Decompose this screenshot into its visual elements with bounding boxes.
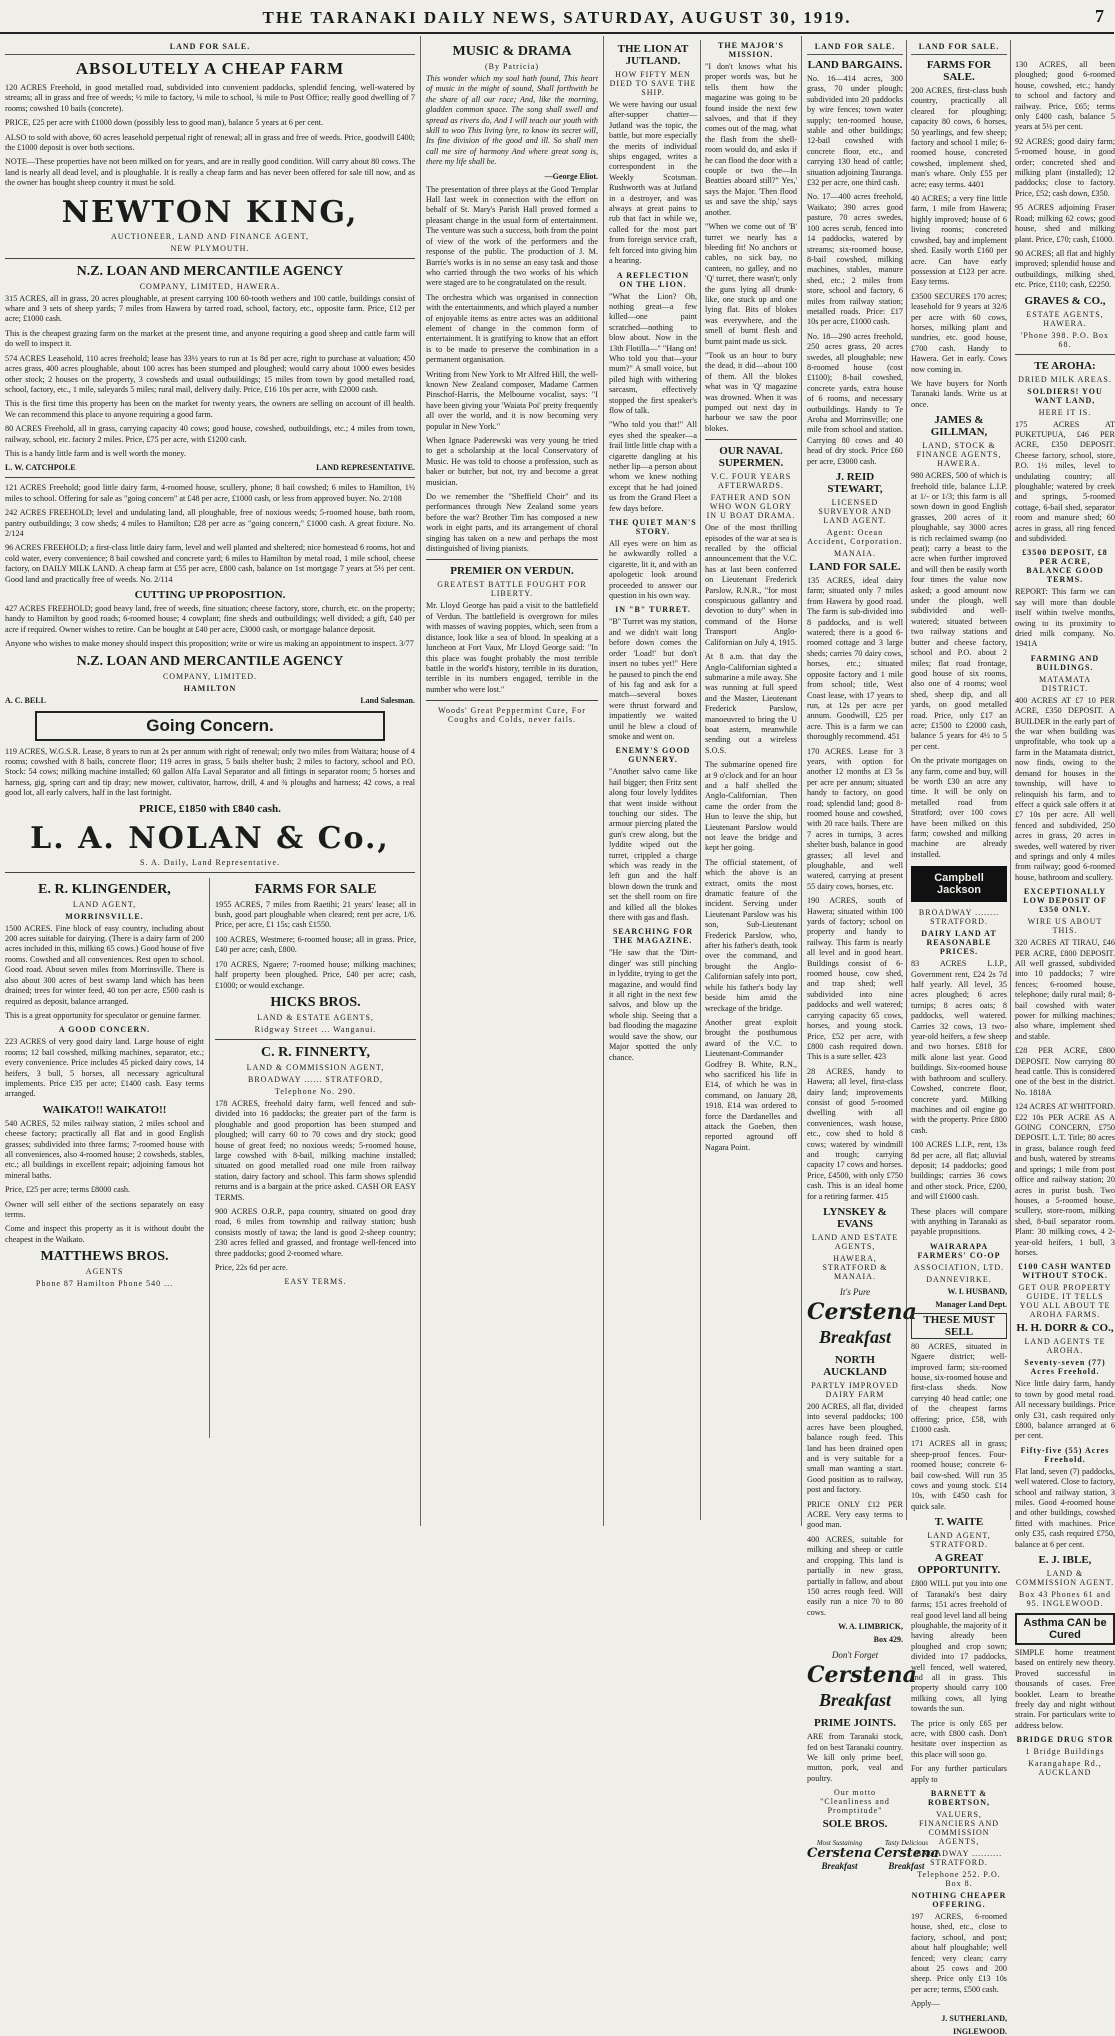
- lion-heading: THE LION AT JUTLAND.: [617, 43, 689, 67]
- aroha-sub: DRIED MILK AREAS.: [1018, 374, 1112, 384]
- dairy-p1: 83 ACRES L.I.P., Government rent, £24 2s 7d half yearly. All level, 35 acres ploughed; 6 acres turnips; 8 acres oats; 8 paddocks, well watered. Carries 32 cows, 13 two-year-old heifers, a few sheep and two horses. £818 for milk alone last year. Good buildings. Six-roomed house with bathroom and scullery. Cowshed, concrete floor, concrete yard. Milking machines and oil engine go with the property. Price £800 cash.: [911, 959, 1007, 1135]
- masthead: [0, 0, 1114, 34]
- bargains-heading: LAND BARGAINS.: [807, 59, 903, 71]
- must-p2: 171 ACRES all in grass; sheep-proof fences. Four-roomed house; concrete 6-bail cow-shed. Will run 35 cows and young stock. £14 10s, with £450 cash for quick sale.: [911, 1439, 1007, 1511]
- ible-sub: LAND & COMMISSION AGENT.: [1015, 1569, 1115, 1588]
- prime-p: ARE from Taranaki stock, fed on best Taranaki country. We kill only prime beef, mutton, pork, veal and poultry.: [807, 1732, 903, 1783]
- must-sign1: T. WAITE: [934, 1516, 984, 1529]
- campbell-name: Campbell Jackson: [911, 866, 1007, 902]
- column-jutland: [604, 36, 802, 1526]
- klingender-p6: Owner will sell either of the sections separately on easy terms.: [5, 1199, 204, 1219]
- lion-article: [609, 40, 701, 1520]
- cheap-farm-p1: 120 ACRES Freehold, in good metalled road, subdivided into convenient paddocks, splendid fencing, well-watered by streams; all in grass and free of weeds; ½ mile to factory, ¼ mile to school, ¾ mile to Post Office; really good dwelling of 7 rooms; cowshed 10 bails (concrete).: [5, 83, 415, 113]
- naval-sub: V.C. FOUR YEARS AFTERWARDS.: [710, 472, 792, 491]
- farms-p4: We have buyers for North Taranaki lands. Write us at once.: [911, 378, 1007, 409]
- cerstena-pre: It's Pure: [839, 1287, 871, 1297]
- auckland-p3: 400 ACRES, suitable for milking and sheep or cattle and cropping. This land is partially in new grass, partially in fallow, and about 150 acres rough feed. Will easily run a nice 70 to 80 cows.: [807, 1534, 903, 1617]
- opportunity-p2: The price is only £65 per acre, with £800 cash. Don't hesitate over inspection as this place will soon go.: [911, 1718, 1007, 1759]
- hicks-place: Ridgway Street ... Wanganui.: [254, 1024, 377, 1034]
- asthma-heading: Asthma CAN be Cured: [1015, 1613, 1115, 1645]
- landsale-p3: 190 ACRES, south of Hawera; situated within 100 yards of factory; school on property and handy to railway. This farm is nearly all level and in good heart. Buildings consist of 6-roomed house, cow shed, and trap shed; well subdivided into nine paddocks and well watered; carrying capacity 65 cows, horses, and young stock. Price, £52 per acre, with £800 cash required down. This is a sure seller. 423: [807, 896, 903, 1062]
- cerstena-pre: Most Sustaining: [816, 1839, 863, 1848]
- nz-loan-p2: This is the cheapest grazing farm on the market at the present time, and anyone requiring a good sheep and cattle farm will do well to inspect it.: [5, 328, 415, 349]
- waikato-heading: WAIKATO!! WAIKATO!!: [42, 1103, 167, 1116]
- finnerty-place: BROADWAY ...... STRATFORD,: [248, 1074, 383, 1084]
- cerstena-ad-3a: [807, 1839, 872, 1871]
- p-last: 197 ACRES, 6-roomed house, shed, etc., close to factory, school, and post; about half ploughable; well fenced; very clean; carry about 25 cows and 200 sheep. Price only £13 10s per acre; terms, £500 cash.: [911, 1912, 1007, 1994]
- mid-p1: 980 ACRES, 500 of which is freehold title, balance L.I.P. at 1/- or 1/3; this farm is all sown down in good English grasses, 200 acres of it ploughable, say 3000 acres is rich reclaimed swamp (no peat); carry a beast to the acre when further improved and will then be easily worth four times the value now asked; a good amount now under the plough, well subdivided and well-watered; situated between two railway stations and butter and cheese factory, school and P.O. about 2 miles; flat road frontage, good house of six rooms, also one of 4 rooms; wool shed, sheep dip, and all yards, on good metalled road. Price, only £17 an acre; £1500 to £2000 cash, balance 5 years for 4½ to 5 per cent.: [911, 471, 1007, 751]
- lion-p5: "B" Turret was my station, and we didn't wait long before down comes the order 'Load!' but don't insert no tubes yet!" Here he paused to pinch the end of his fag and ask for a match—several boxes were thrust forward and impatiently we waited until he blew a cloud of smoke and went on.: [609, 617, 697, 741]
- premier-p: Mr. Lloyd George has paid a visit to the battlefield of Verdun. The battlefield is overgrown for miles with masses of waving poppies, which, seen from a distance, look like a sea of blood. In speaking at a luncheon at Fort Vaux, Mr Lloyd George said: "In this place was fought probably the most terrible battle in the world's history, terrible in its duration, terrible in its numbers engaged, terrible in the number who were lost.": [426, 601, 598, 694]
- lot-90: 90 ACRES; all flat and highly improved; splendid house and outbuildings, milking shed, etc. Price, £110; cash, £2250.: [1015, 248, 1115, 290]
- farms-sale-p3: 170 ACRES, Ngaere; 7-roomed house; milking machines; half property been ploughed. Price, £40 per acre; cash, £1000; or would exchange.: [215, 959, 416, 990]
- auckland-sign1: W. A. LIMBRICK,: [838, 1622, 903, 1632]
- farms-for-sale-ad: [215, 878, 416, 1438]
- col4b: [911, 40, 1011, 2036]
- lion-p7: "He saw that the 'Dirt-dinger' was still pinching in lyddite, trying to get the magazine, and would find it all right in the next few salvos, and blow up the whole ship. Seeing that a bad flooding the magazine would save the show, our Major spotted the only chance.: [609, 948, 697, 1062]
- stewart-agents: Agent: Ocean Accident, Corporation.: [807, 528, 903, 547]
- naval-p4: The official statement, of which the above is an extract, omits the most dramatic feature of the incident. Serving under Lieutenant Parslow was his son, Sub-Lieutenant Frederick Parslow, who, after his father's death, took over the command, and brought the Anglo-Californian safely into port, while his father's body lay beside him amid the wreckage of the bridge.: [705, 857, 797, 1013]
- going-concern-heading: Going Concern.: [35, 711, 385, 741]
- divider: [1015, 354, 1115, 355]
- wairarapa-sign2: Manager Land Dept.: [935, 1299, 1007, 1309]
- lion-reflection: A REFLECTION ON THE LION.: [616, 270, 690, 289]
- klingender-p5: Price, £25 per acre; terms £8000 cash.: [5, 1185, 131, 1195]
- listing-242: 242 ACRES FREEHOLD; level and undulating land, all ploughable, free of noxious weeds; 5-roomed house, bath room, pantry outbuildings; 3 cow sheds; 4 miles to Hamilton; £28 per acre as "going concern," £1000 cash. A great fixture. No. 2/124: [5, 508, 415, 538]
- hicks-name: HICKS BROS.: [270, 994, 361, 1010]
- cerstena-post: Breakfast: [819, 1327, 891, 1347]
- major-p3: "Took us an hour to bury the dead, it did—about 100 of them. All the blokes what was in 'Q' magazine was drowned. When it was pumped out next day in harbour we saw the poor blokes.: [705, 350, 797, 433]
- graves-name: GRAVES & CO.,: [1024, 294, 1106, 307]
- bargains-p3: No. 18—290 acres freehold, 250 acres grass, 20 acres swedes, all ploughable; new 8-roomed house (cost £1100); 8-bail cowshed, concrete yards, extra house of 6 rooms, and necessary outbuildings. Handy to Te Aroha and Morrinsville; one mile from school and station. Carrying 80 cows and 40 head of dry stock. Price £60 per acre, £3000 cash.: [807, 331, 903, 466]
- opportunity-sign3: BROADWAY .......... STRATFORD.: [915, 1849, 1003, 1867]
- klingender-p3: 223 ACRES of very good dairy land. Large house of eight rooms; 12 bail cowshed, milking machines, separator, etc.; every convenience. Price includes 45 picked dairy cows, 14 heifers, 3 bull, 5 horses, all necessary agricultural implements. Price £35 per acre; £1400 cash. Easy terms arranged.: [5, 1037, 204, 1099]
- lion-enemy: ENEMY'S GOOD GUNNERY.: [615, 746, 691, 765]
- finnerty-terms: EASY TERMS.: [284, 1277, 347, 1287]
- cerstena-logo: Cerstena: [873, 1846, 939, 1862]
- aroha-p5: £28 PER ACRE, £800 DEPOSIT. Now carrying 80 head cattle. This is considered one of the best in the district. No. 1818A: [1015, 1046, 1115, 1097]
- klingender-ad: [5, 878, 210, 1438]
- klingender-p2: This is a great opportunity for speculator or genuine farmer.: [5, 1010, 201, 1020]
- poem-by: (By Patricia): [484, 62, 540, 71]
- cheap-farm-p3: ALSO to sold with above, 60 acres leasehold perpetual right of renewal; all in grass and free of weeds. Price, goodwill £400; the £1000 deposit is over both sections.: [5, 132, 415, 153]
- lion-magazine: SEARCHING FOR THE MAGAZINE.: [612, 927, 694, 946]
- asthma-drug-place: Karangahape Rd., AUCKLAND: [1028, 1759, 1102, 1778]
- bargains-p1: No. 16—414 acres, 300 grass, 70 under plough; subdivided into 20 paddocks by wire fences; town water supply; ten-roomed house, stable and other buildings; 12-bail cowshed with concrete floor, etc., and carrying 130 head of cattle; situation adjoining Tauranga. £32 per acre, one third cash.: [807, 74, 903, 188]
- farms-p1: 200 ACRES, first-class bush country, practically all cleared for ploughing; capacity 80 cows, 6 horses, 50 yearlings, and few sheep; factory and school 1 mile; 6-roomed house, concreted cowshed, implement shed, man's whare. Only £55 per acre; easy terms. 4401: [911, 86, 1007, 189]
- stewart-sub: LICENSED SURVEYOR AND LAND AGENT.: [818, 498, 892, 526]
- lot-95: 95 ACRES adjoining Fraser Road; milking 62 cows; good house, shed and milking plant. Price, £70; cash, £1000.: [1015, 203, 1115, 244]
- aroha-p2: REPORT: This farm we can say will more than double itself within twelve months, owing to its proximity to dried milk company. No. 1941A: [1015, 587, 1115, 649]
- cerstena-pre: Tasty Delicious: [884, 1839, 928, 1848]
- nz-loan-heading: N.Z. LOAN AND MERCANTILE AGENCY: [76, 263, 344, 279]
- fifty-heading: Fifty-five (55) Acres Freehold.: [1020, 1445, 1110, 1464]
- major-p1: "I don't knows what his proper words was, but he tells them how the magazine was going to be found inside the next few salvoes, and that if they comes out of the mag. what the flash from the shell-room would do, and asks if he can flood the door with a couple or two the—In Beatties aboard still?" Yes,' says the Major. 'Then flood us and save the ship,' says another.: [705, 62, 797, 217]
- music-p2: The orchestra which was organised in connection with the entertainments, and which played a number of enjoyable items as entre actes was an additional element of change in the common form of entertainment. It is gratifying to know that an effort is to be made to preserve the combination in a permanent organisation.: [426, 292, 598, 365]
- aroha-farming-sub: MATAMATA DISTRICT.: [1038, 674, 1092, 693]
- klingender-place: MORRINSVILLE.: [65, 911, 144, 921]
- lion-p4: All eyes were on him as he awkwardly rolled a cigarette, lit it, and with an apologetic look around proceeded to answer our question in his own way.: [609, 539, 697, 601]
- section-label: LAND FOR SALE.: [807, 42, 903, 55]
- newton-king-place: NEW PLYMOUTH.: [170, 243, 250, 253]
- aroha-p4: 320 ACRES AT TIRAU, £46 PER ACRE, £800 DEPOSIT. All well grassed, subdivided into 10 paddocks; 7 wire fences; 6-roomed house, telephone; daily rural mail; 8-bail cowshed with water power for milking machines; also whare, implement shed and stable.: [1015, 938, 1115, 1041]
- lion-p2: "What the Lion? Oh, nothing great—a few killed—one paint scratched—nothing to blow about. Now in the 13th Flotilla—" "Hang on! Who told you that—your mum?" A small voice, but piled high with withering sarcasm, effectively stopped the first speaker's flow of talk.: [609, 291, 697, 415]
- finnerty-p1: 178 ACRES, freehold dairy farm, well fenced and sub-divided into 16 paddocks; the greater part of the farm is ploughable and good proportion has been stumped and ploughed; will carry 60 to 70 cows and dry stock; good house of great feed; no noxious weeds; 5-roomed house, large cowshed with 8-bail, milking machine installed; situated on good metalled road one mile from railway station, dairy factory and school. This farm shows splendid returns and is a bargain at the price asked. CASH OR EASY TERMS.: [215, 1098, 416, 1202]
- graves-phone: 'Phone 398. P.O. Box 68.: [1020, 330, 1110, 349]
- aroha-exceptional: EXCEPTIONALLY LOW DEPOSIT OF £350 ONLY.: [1023, 887, 1107, 915]
- aroha-call: SOLDIERS! YOU WANT LAND,: [1027, 386, 1103, 405]
- nz-loan-p4: This is the first time this property has been on the market for twenty years, the owners are selling on account of ill health. We can recommend this place to anyone requiring a good farm.: [5, 399, 415, 419]
- farms-sale-p2: 100 ACRES, Westmere; 6-roomed house; all in grass. Price, £40 per acre; cash, £800.: [215, 934, 416, 955]
- nothing-cheaper: NOTHING CHEAPER OFFERING.: [911, 1891, 1007, 1909]
- auckland-p1: 200 ACRES, all flat, divided into several paddocks; 100 acres have been ploughed, balance rough feed. This land has been drained open and is very suitable for a small man wanting a start. Good position as to railway, post and factory.: [807, 1402, 903, 1495]
- divider: [5, 872, 415, 873]
- music-p1: The presentation of three plays at the Good Templar Hall last week in connection with the effort on behalf of St. Mary's Parish Hall proved formed a pleasant change in the usual form of entertainment. The venture was such a success, both from the point of view of the work of the performers and the response of the public. The production of J. M. Barrie's works is in no sense an easy task and those who carried through the two works of his which were staged are to be congratulated on the result.: [426, 184, 598, 288]
- music-drama-heading: MUSIC & DRAMA: [452, 44, 572, 59]
- cerstena-pre: Don't Forget: [831, 1650, 879, 1661]
- naval-p2: At 8 a.m. that day the Anglo-Californian sighted a submarine a mile away. She was running at full speed and the Master, Lieutenant Frederick Parslow, manoeuvred to bring the U boat astern, meanwhile sending out a wireless S.O.S.: [705, 652, 797, 755]
- hamilton-sign-left: A. C. BELL: [5, 695, 46, 705]
- prime-motto: Our motto "Cleanliness and Promptitude": [820, 1788, 890, 1816]
- naval-p3: The submarine opened fire at 9 o'clock and for an hour and a half shelled the Anglo-Californian. Then came the order from the Hun to leave the ship, but Lieutenant Parslow would not leave the bridge and kept her going.: [705, 760, 797, 853]
- column-music-drama: [421, 36, 604, 1526]
- sole-bros: SOLE BROS.: [822, 1818, 888, 1831]
- nz-loan-hamilton-sub: COMPANY, LIMITED.: [162, 671, 258, 681]
- must-sign2: LAND AGENT, STRATFORD.: [927, 1531, 991, 1550]
- newton-king-name: NEWTON KING,: [61, 194, 359, 230]
- cerstena-post: Breakfast: [819, 1690, 891, 1711]
- column-land-sale-left: [0, 36, 421, 1526]
- asthma-p: SIMPLE home treatment based on entirely new theory. Proved successful in thousands of cases. Free booklet. Learn to breathe freely day and night without strain. For particulars write to address below.: [1015, 1648, 1115, 1730]
- fifty-p: Flat land, seven (7) paddocks, well watered. Close to factory, school and railway station, 3 miles. Good 4-roomed house and other buildings, cowshed fitted with machines. Price only £35, cash required £750, balance at 6 per cent.: [1015, 1466, 1115, 1549]
- wairarapa-place: DANNEVIRKE.: [926, 1274, 992, 1284]
- nz-loan-sign-right: LAND REPRESENTATIVE.: [316, 463, 415, 473]
- lion-p6: "Another salvo came like hail bigger; then Fritz sent along four lovely lyddites that went inside without touching our sides. The armour piercing plated the gun's crew along, but the lyddite wiped out the turret, crippled a charge which was ready in the left gun and the half blown down the trunk and set the shell room on fire and killed all the blokes there with gas and flash.: [609, 767, 697, 923]
- klingender-p7: Come and inspect this property as it is without doubt the cheapest in the Waikato.: [5, 1224, 204, 1244]
- divider: [215, 1039, 416, 1040]
- auckland-p2: PRICE ONLY £12 PER ACRE. Very easy terms to good man.: [807, 1499, 903, 1530]
- nz-loan-sub: COMPANY, LIMITED, HAWERA.: [139, 281, 281, 291]
- dorr-name: H. H. DORR & CO.,: [1016, 1322, 1114, 1335]
- major-p2: "When we come out of 'B' turret we nearly has a bleeding fit! No anchors or cables, no sick bay, no canteen, no galley, and no 'Q' turret, there wasn't; only the guns lying all drunk-like, one stuck up and one lying flat. Bits of blokes was everywhere, and the smell of burnt flesh and burnt paint made us sick.: [705, 222, 797, 346]
- landsale-heading: LAND FOR SALE.: [809, 561, 901, 574]
- aroha-wire: WIRE US ABOUT THIS.: [1027, 917, 1103, 936]
- finnerty-name: C. R. FINNERTY,: [260, 1044, 371, 1060]
- aroha-sub2: £100 CASH WANTED WITHOUT STOCK.: [1018, 1262, 1112, 1281]
- ible-name: E. J. IBLE,: [1038, 1554, 1092, 1567]
- wairarapa-name: WAIRARAPA FARMERS' CO-OP: [917, 1241, 1001, 1260]
- matthews-phone: Phone 87 Hamilton Phone 540 ...: [35, 1279, 174, 1289]
- seventy-heading: Seventy-seven (77) Acres Freehold.: [1024, 1358, 1106, 1377]
- poem-text: This wonder which my soul hath found, This heart of music in the might of sound, Shall forthwith be the share of all our race; And, like the morning, gladden common space. The song shall swell and spread as rivers do, And I will teach our youth with skill to woo This living lyre, to know its secret will, Its fine division of the good and ill. So shall men call me sire of harmony And where great song is, there my life shall be.: [426, 74, 598, 167]
- aroha-p6: 124 ACRES AT WHITFORD. £22 10s PER ACRE AS A GOING CONCERN, £750 DEPOSIT. L.T. Title; 80 acres in grass, balance rough feed and bush, watered by streams and springs; 1 mile from post office and railway station; 20 acres in purist bush. Two houses, a 5-roomed house, scullery, store-room, milking shed, 8-bail separator room. Plant: 30 milking cows, 4 2-year-old heifers, 1 bull, 3 horses.: [1015, 1102, 1115, 1257]
- cutting-p: 427 ACRES FREEHOLD; good heavy land, free of weeds, fine situation; cheese factory, store, church, etc. on the property; handy to Hamilton by good roads; 6-roomed house; 4 cowplant; fine sheds and outbuildings; well divided; a gift, £40 per acre if required. Owner wishes to retire. Can be bought at £40 per acre, £3000 cash, or mortgage balance deposit.: [5, 604, 415, 634]
- hicks-sub: LAND & ESTATE AGENTS,: [257, 1012, 374, 1022]
- klingender-sub: LAND AGENT,: [72, 899, 137, 909]
- column-land-sale-right: [802, 36, 1115, 2036]
- lion-sub: HOW FIFTY MEN DIED TO SAVE THE SHIP.: [609, 70, 697, 97]
- lot-130: 130 ACRES, all been ploughed; good 6-roomed house, cowshed, etc.; handy to school and factory and railway. Price, £65; terms only £400 cash, balance 5 years at 5½ per cent.: [1015, 60, 1115, 132]
- divider: [426, 559, 598, 560]
- section-label: LAND FOR SALE.: [911, 42, 1007, 55]
- wairarapa-sign1: W. I. HUSBAND,: [947, 1286, 1007, 1296]
- finnerty-phone: Telephone No. 290.: [275, 1086, 356, 1096]
- nz-loan-p1: 315 ACRES, all in grass, 20 acres ploughable, at present carrying 100 60-tooth wethers and 100 cattle, buildings consist of whare and 3 sets of sheep yards; 7 miles from Hawera by tarred road, school, factory, etc., opposite farm. Price, £12 per acre; £1000 cash.: [5, 293, 415, 324]
- lynskey-place: HAWERA, STRATFORD & MANAIA.: [822, 1254, 888, 1281]
- klingender-p4: 540 ACRES, 52 miles railway station, 2 miles school and cheese factory; practically all flat and in good English grasses; subdivided into three farms; 7-roomed house with all conveniences, also 4-roomed house; 2 cowsheds, stables, etc.; all buildings in excellent repair; adjoining famous hot mineral baths.: [5, 1118, 204, 1180]
- music-p5: Do we remember the "Sheffield Choir" and its performances through New Zealand some years before the war? Brother Tim has composed a new work in eight parts, and its arrangement of choral singing has taken on a new and perhaps the most distinguished of living pianists.: [426, 492, 598, 554]
- listing-96: 96 ACRES FREEHOLD; a first-class little dairy farm, level and well planted and sheltered; nice homestead 6 rooms, hot and cold water, every convenience; 8 bail cowshed and concrete yard; 6 miles to Hamilton by metal road, 1 mile school, cheese factory, on DAILY MILK LAND. A cheap farm at £55 per acre, £800 cash, balance on 1st mortgage 7 years at 5½ per cent. Good land and practically free of weeds. No. 2/114: [5, 543, 415, 584]
- hamilton-sign-right: Land Salesman.: [360, 695, 415, 705]
- stewart-place: MANAIA.: [834, 549, 876, 559]
- divider: [5, 258, 415, 259]
- dairy-p2: 100 ACRES L.I.P., rent, 13s 8d per acre, all flat; alluvial deposit; 14 paddocks; good buildings; carries 36 cows and other stock. Price, £200, and will £1600 cash.: [911, 1140, 1007, 1202]
- ible-place: Box 43 Phones 61 and 95. INGLEWOOD.: [1019, 1590, 1111, 1609]
- campbell-place: BROADWAY ........ STRATFORD.: [918, 908, 1000, 927]
- klingender-sub2: A GOOD CONCERN.: [58, 1025, 151, 1035]
- lynskey-sub: LAND AND ESTATE AGENTS,: [811, 1233, 899, 1251]
- cutting-p2: Anyone who wishes to make money should inspect this proposition; write or wire us making an appointment to inspect. 3/77: [5, 639, 414, 649]
- nz-loan-hamilton-heading: N.Z. LOAN AND MERCANTILE AGENCY: [76, 653, 344, 669]
- auckland-heading: NORTH AUCKLAND: [823, 1354, 887, 1378]
- farms-heading: FARMS FOR SALE.: [926, 59, 992, 83]
- auckland-sub: PARTLY IMPROVED DAIRY FARM: [811, 1381, 899, 1399]
- col4a: [807, 40, 939, 1872]
- major-heading: THE MAJOR'S MISSION.: [718, 41, 784, 59]
- going-concern-p: 119 ACRES, W.G.S.R. Lease, 8 years to run at 2s per annum with right of renewal; only two miles from Waitara; house of 4 rooms; cowshed with 8 bails, concrete floor; 119 acres in grass, 5 bails shelter bush; 2 miles to factory, school and P.O. Stock: 54 cows; milking machine installed; 60 gallon Alfa Laval Separator and all fittings in separator room; 5 horses and harness, gig, spring cart and tip dray; new mower, cultivator, harrow, drill, 4 and ¾ ploughs and harness; 42 cows, a real good lot, all early calvers, half in the last fortnight.: [5, 746, 415, 798]
- woods-ad: Woods' Great Peppermint Cure, For Coughs and Colds, never fails.: [438, 706, 586, 725]
- farms-p3: £3500 SECURES 170 acres; leasehold for 9 years at 32/6 per acre with 60 cows, horses, milking plant and sundries, etc. good house, £700 cash. Handy to Hawera. Get in early. Cows now coming in.: [911, 291, 1007, 374]
- naval-p1: One of the most thrilling episodes of the war at sea is recalled by the official announcement that the V.C. has at last been conferred on Lieutenant Frederick Parslow, R.N.R., "for most conspicuous gallantry and devotion to duty" when in command of the Horse Transport Anglo-Californian on July 4, 1915.: [705, 523, 797, 647]
- landsale-p4: 28 ACRES, handy to Hawera; all level, first-class dairy land; improvements consist of good 5-roomed dwelling with all conveniences, wash house, etc., cow shed to hold 8 cows; watered by windmill and trough; carrying capacity 17 cows and horses. Price, £4500, with only £750 cash. This is an ideal home for a retiring farmer. 415: [807, 1066, 903, 1201]
- aroha-deposit: £3500 DEPOSIT, £8 PER ACRE, BALANCE GOOD TERMS.: [1022, 548, 1108, 585]
- opportunity-p1: £800 WILL put you into one of Taranaki's best dairy farms; 151 acres freehold of real good level land all being ploughable, the majority of it having already been ploughed and crop sown; divided into 17 paddocks, well fenced, well watered, and all in grass. This property should carry 100 milking cows, all lying towards the sun.: [911, 1579, 1007, 1714]
- cerstena-logo: Cerstena: [807, 1662, 917, 1689]
- farms-sale-p1: 1955 ACRES, 7 miles from Raetihi; 21 years' lease; all in bush, good part ploughable when cleared; rent per acre, 1/6. Price, per acre, £1 15s; cash £1550.: [215, 899, 416, 930]
- opportunity-sign4: Telephone 252. P.O. Box 8.: [917, 1870, 1001, 1888]
- newton-king-sub: AUCTIONEER, LAND AND FINANCE AGENT,: [111, 231, 309, 241]
- cerstena-logo: Cerstena: [807, 1299, 917, 1325]
- must-heading: THESE MUST SELL: [911, 1313, 1007, 1339]
- nz-loan-p6: This is a handy little farm and is well worth the money.: [5, 448, 186, 458]
- finnerty-p2: 900 ACRES O.R.P., papa country, situated on good dray road, 6 miles from township and railway station; bush consists mostly of tawa; the land is good 2-sheep country; 230 acres felled and grassed, and frontage well-fenced into three paddocks; good 2-roomed whare.: [215, 1206, 416, 1258]
- cerstena-logo: Cerstena: [807, 1846, 872, 1862]
- sutherland-place: INGLEWOOD.: [952, 2026, 1007, 2036]
- landsale-p1: 135 ACRES, ideal dairy farm; situated only 7 miles from Hawera by good road. The farm is sub-divided into 8 paddocks, and is well watered; there is a good 6-roomed cottage and 3 large sheds; carries 70 dairy cows, horses, etc.; situated opposite factory and 1 mile from school; title, West Coast lease, with 17 years to run, at 12s per acre per annum. Goodwill, £25 per acre. This is a farm we can thoroughly recommend. 451: [807, 576, 903, 742]
- sutherland-name: J. SUTHERLAND,: [941, 2013, 1007, 2023]
- aroha-farming: FARMING AND BUILDINGS.: [1030, 653, 1100, 672]
- music-p4: When Ignace Paderewski was very young he tried to get a scholarship at the local Conservatory of Music. He was told to choose a profession, such as baker or butcher, but not, try and become a great musician.: [426, 436, 598, 487]
- nolan-sub: S. A. Daily, Land Representative.: [139, 857, 280, 867]
- dorr-sub: LAND AGENTS TE AROHA.: [1024, 1337, 1106, 1356]
- nz-loan-hamilton-place: HAMILTON: [183, 683, 237, 693]
- divider: [5, 477, 415, 478]
- aroha-here: HERE IT IS.: [1038, 407, 1092, 417]
- lynskey-name: LYNSKEY & EVANS: [823, 1206, 887, 1230]
- opportunity-sign1: BARNETT & ROBERTSON,: [928, 1789, 990, 1807]
- nz-loan-p5: 80 ACRES Freehold, all in grass, carrying capacity 40 cows; good house, cowshed, outbuildings, etc.; 4 miles from town, railway, school, etc. factory 2 miles. Price, £75 per acre, with £1200 cash.: [5, 424, 415, 444]
- must-p1: 80 ACRES, situated in Ngaere district; well-improved farm; six-roomed house, six-roomed house and first-class sheds. Now carrying 40 head cattle; one of the cheapest farms offering; price, £58, with £1000 cash.: [911, 1341, 1007, 1435]
- lion-p1: We were having our usual after-supper chatter—Jutland was the topic, the battle, but more especially the merits of individual ships engaged, writes a correspondent in the Weekly Scotsman. Rushworth was at Jutland in a destroyer, and was always at great pains to rub that fact in while we, called for the most part from foreign service craft, felt forced into giving him a hearing.: [609, 100, 697, 266]
- matthews-sub: AGENTS: [85, 1267, 124, 1277]
- klingender-p1: 1500 ACRES. Fine block of easy country, including about 200 acres suitable for dairying. (There is a dairy farm of 200 acres included in this, milking 65 cows.) Good house of five rooms. Cowshed and all conveniences. Rest open to school. Good road. About seven miles from Morrinsville. There is also about 300 acres of best swamp land which has been drained; trees for winter feed, 40 ton per acre, £500 cash is required as deposit, balance arranged.: [5, 923, 204, 1006]
- opportunity-heading: A GREAT OPPORTUNITY.: [917, 1552, 1001, 1577]
- mid-p2: On the private mortgages on any farm, come and buy, will be worth £30 an acre any time. It will be only on metalled road from Stratford; over 100 cows have been milked on this farm; cowshed and milking machine are already installed.: [911, 756, 1007, 859]
- auckland-sign2: Box 429.: [873, 1635, 903, 1645]
- seventy-p: Nice little dairy farm, handy to town by good metal road. All necessary buildings. Price only £31, cash required only £800, balance arranged at 6 per cent.: [1015, 1379, 1115, 1441]
- asthma-drug: BRIDGE DRUG STOR: [1016, 1735, 1114, 1745]
- naval-p5: Another great exploit brought the posthumous award of the V.C. to Lieutenant-Commander Godfrey B. White, R.N., who sacrificed his life in E14, of which he was in command, on January 28, 1918. E14 was ordered to force the Dardanelles and attack the Goeben, then reported aground off Nagara Point.: [705, 1017, 797, 1152]
- cerstena-ad-2: [807, 1650, 917, 1711]
- matthews-name: MATTHEWS BROS.: [40, 1249, 169, 1265]
- aroha-heading: TE AROHA:: [1034, 359, 1096, 372]
- cheap-farm-heading: ABSOLUTELY A CHEAP FARM: [75, 59, 345, 78]
- apply: Apply—: [911, 1999, 940, 2009]
- divider: [705, 439, 797, 440]
- major-article: [705, 40, 797, 1520]
- opportunity-p3: For any further particulars apply to: [911, 1764, 1007, 1784]
- music-p3: Writing from New York to Mr Alfred Hill, the well-known New Zealand composer, Madame Carmen Pinschof-Harris, the Melbourne vocalist, says: "I have been giving your 'Waiata Poi' pretty frequently all over the world, and it is now becoming very popular in New York.": [426, 369, 598, 431]
- cheap-farm-p2: PRICE, £25 per acre with £1000 down (possibly less to good man), balance 5 years at 6 per cent.: [5, 118, 324, 128]
- listing-121: 121 ACRES Freehold; good little dairy farm, 4-roomed house, scullery, phone; 8 bail cowshed; 6 miles to Hamilton, 1½ miles to school. Offering for sale as "going concern" at £48 per acre, £1000 cash, or less from approved buyer. No. 2/108: [5, 483, 415, 503]
- section-label: LAND FOR SALE.: [5, 42, 415, 55]
- finnerty-p3: Price, 22s 6d per acre.: [215, 1263, 288, 1272]
- bargains-p2: No. 17—400 acres freehold, Waikato; 390 acres good pasture, 70 acres swedes, 100 acres scrub, fenced into 14 paddocks, watered by streams; six-roomed house, 8-bail cowshed, milking machines, stables, manure shed, etc.; 2 miles from store, school and factory, 6 miles from railway station; metalled roads. Price: £17 10s per acre, £1000 cash.: [807, 192, 903, 327]
- lion-p3: "Who told you that!" All eyes shed the speaker—a frail little little chap with a cigarette dangling at his nether lip—a person about whom we knew nothing except that he had joined us from the Grand Fleet a few days before.: [609, 420, 697, 513]
- aroha-sub3: GET OUR PROPERTY GUIDE. IT TELLS YOU ALL ABOUT TE AROHA FARMS.: [1018, 1283, 1112, 1320]
- naval-sub2: FATHER AND SON WHO WON GLORY IN U BOAT DRAMA.: [706, 493, 796, 521]
- going-concern-price: PRICE, £1850 with £840 cash.: [139, 802, 281, 815]
- james-name: JAMES & GILLMAN,: [930, 414, 988, 439]
- poem-sign: —George Eliot.: [544, 171, 598, 181]
- cerstena-post: Breakfast: [821, 1861, 858, 1872]
- landsale-p2: 170 ACRES. Lease for 3 years, with option for another 12 months at £3 5s per acre per annum; situated handy to factory, on good road; splendid land; good 8-roomed house and cowshed, with 20 race bails. There are 7 acres in turnips, 3 acres shelter bush, balance in good grasses; all level and ploughable, and well watered, carrying at present 55 dairy cows, horses, etc.: [807, 746, 903, 891]
- dairy-heading: DAIRY LAND AT REASONABLE PRICES.: [921, 929, 997, 957]
- lion-quiet: THE QUIET MAN'S STORY.: [609, 518, 697, 537]
- asthma-drug-sub: 1 Bridge Buildings: [1025, 1747, 1105, 1757]
- prime-heading: PRIME JOINTS.: [814, 1717, 896, 1730]
- klingender-name: E. R. KLINGENDER,: [38, 881, 171, 897]
- james-sub: LAND, STOCK & FINANCE AGENTS, HAWERA.: [916, 441, 1002, 469]
- wairarapa-sub: ASSOCIATION, LTD.: [913, 1262, 1005, 1272]
- aroha-p3: 400 ACRES AT £7 10 PER ACRE, £350 DEPOSIT. A BUILDER in the early part of the war when building was unprofitable, who took up a farm in the Matamata district, now finds, owing to the demand for houses in the township, will have to relinquish his farm, and to effect a quick sale offers it at £7 10s per acre. All well fenced and subdivided, 250 acres in grass, 20 acres in swedes, well watered by river and springs and only 4 miles from railway; good 6-roomed house, bathroom and scullery.: [1015, 695, 1115, 882]
- graves-sub: ESTATE AGENTS, HAWERA.: [1026, 309, 1104, 328]
- cheap-farm-p4: NOTE—These properties have not been milked on for years, and are in really good condition. Will carry about 80 cows. The land is nearly all dead level, and is ploughable. It is really a cheap farm and has never been offered for sale till now, and as the owner has bought sheep country it must be sold.: [5, 157, 415, 188]
- cutting-heading: CUTTING UP PROPOSITION.: [134, 589, 286, 601]
- newspaper-title: THE TARANAKI DAILY NEWS, SATURDAY, AUGUST 30, 1919.: [262, 8, 852, 27]
- premier-sub: GREATEST BATTLE FOUGHT FOR LIBERTY.: [437, 580, 587, 599]
- col4c: [1015, 40, 1115, 1778]
- opportunity-sign2: VALUERS, FINANCIERS AND COMMISSION AGENTS,: [918, 1810, 999, 1846]
- stewart-name: J. REID STEWART,: [827, 471, 883, 496]
- nz-loan-p3: 574 ACRES Leasehold, 110 acres freehold; lease has 33½ years to run at 1s 8d per acre, right to purchase at valuation; 450 acres grass, 400 acres ploughable, about 100 acres has been stumped and ploughed; would carry about 1000 ewes besides other stock; 2 houses on the property, 3 cowsheds and usual outbuildings; 15 miles from town by good metalled road, school, factory, etc., 1 mile, saleyards 5 miles; rural mail, delivery daily. Price, £16 10s per acre, with £2000 cash.: [5, 353, 415, 394]
- nolan-name: L. A. NOLAN & Co.,: [30, 820, 390, 856]
- page-number: 7: [1095, 6, 1104, 26]
- dairy-p3: These places will compare with anything in Taranaki as payable propositions.: [911, 1206, 1007, 1237]
- divider: [426, 700, 598, 701]
- farms-sale-heading: FARMS FOR SALE: [254, 881, 377, 897]
- finnerty-sub: LAND & COMMISSION AGENT,: [246, 1062, 385, 1072]
- premier-heading: PREMIER ON VERDUN.: [450, 565, 574, 578]
- nz-loan-sign-left: L. W. CATCHPOLE: [5, 463, 76, 473]
- cerstena-post: Breakfast: [888, 1861, 925, 1872]
- farms-p2: 40 ACRES; a very fine little farm, 1 mile from Hawera; highly improved; house of 6 living rooms; concreted cowshed, bay and implement shed. Easily worth £160 per acre. Can have early possession at £123 per acre. Easy terms.: [911, 194, 1007, 287]
- aroha-p1: 175 ACRES AT PUKETUPUA, £46 PER ACRE, £350 DEPOSIT. Cheese factory, school, store, P.O. 1½ miles, level to undulating country; all ploughable; watered by creek and springs, 5-roomed cottage, 6-bail shed, separator room and manure shed; 60 acres in grass, all ring fenced and subdivided.: [1015, 419, 1115, 543]
- lot-92: 92 ACRES; good dairy farm; 5-roomed house, in good order; concreted shed and milking plant (installed); 12 paddocks; close to factory. Price, £52; cash down, £350.: [1015, 136, 1115, 198]
- cerstena-ad-1: [807, 1287, 917, 1348]
- lion-turret: IN "B" TURRET.: [615, 605, 691, 615]
- naval-heading: OUR NAVAL SUPERMEN.: [718, 445, 784, 470]
